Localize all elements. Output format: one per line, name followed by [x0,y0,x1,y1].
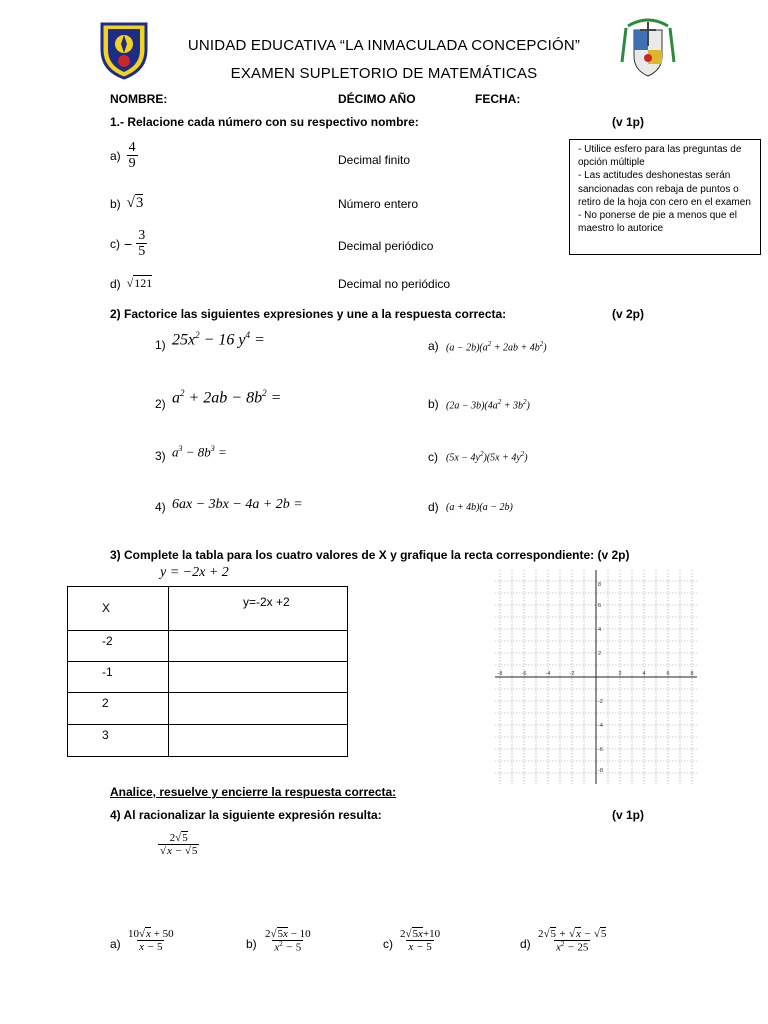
fraction [158,832,199,857]
table-cell-y-empty[interactable] [169,725,348,757]
q4-option-c-label: c) [383,937,393,951]
date-label: FECHA: [475,92,521,106]
q2-label-1: 1) [155,338,166,352]
table-row [68,662,348,693]
q2-option-a-label: a) [428,339,439,353]
school-name: UNIDAD EDUCATIVA “LA INMACULADA CONCEPCIÓN” [187,37,581,54]
x-tick-label: -4 [545,671,551,677]
fraction [536,928,608,954]
numerator: 10√x + 50 [128,928,174,940]
table-cell-y-empty[interactable] [169,631,348,662]
x-tick-label: 8 [690,671,694,677]
numerator: 2√5 [169,832,188,844]
numerator: 2√5 + √x − √5 [538,928,607,940]
denominator: 9 [128,156,136,172]
square-root: √121 [126,276,153,290]
q3-title: 3) Complete la tabla para los cuatro valores de X y grafique la recta correspondiente: (v 2p) [110,548,630,562]
denominator: √x − √5 [160,845,198,858]
denominator: $x^2 - 25$ [556,940,589,954]
q4-option-a-label: a) [110,937,121,951]
table-row [68,631,348,662]
q2-expr-3: $a^3 - 8b^3$ = [172,444,227,460]
numerator: 2√5x − 10 [265,928,311,940]
q2-option-b-label: b) [428,397,439,411]
coordinate-grid[interactable] [493,568,699,786]
x-tick-label: -6 [521,671,527,677]
q1-item-d [110,276,152,291]
denominator: x − 5 [139,941,163,954]
numerator: 4 [128,140,136,155]
table-cell-y-empty[interactable] [169,662,348,693]
table-cell-x: 3 [68,725,169,757]
q2-expr-4: 6ax − 3bx − 4a + 2b = [172,497,303,512]
y-tick-label: -6 [598,747,603,753]
denominator: $x^2 - 5$ [274,940,302,954]
note-2: - Las actitudes deshonestas serán sancionadas con rebaja de puntos o retiro de la hoja con cero en el examen [578,170,751,208]
q2-option-c-label: c) [428,450,438,464]
y-tick-label-bottom: -8 [598,768,603,774]
values-table [67,586,348,757]
q2-option-a: $(a - 2b)(a^2 + 2ab + 4b^2)$ [446,340,547,354]
fraction [126,928,176,953]
x-tick-label: -2 [569,671,575,677]
q2-option-b: $(2a - 3b)(4a^2 + 3b^2)$ [446,398,530,412]
fraction [136,228,147,260]
item-label: a) [110,148,121,163]
note-3: - No ponerse de pie a menos que el maestro lo autorice [578,210,737,235]
numerator: 2√5x+10 [400,928,441,940]
radicand: 121 [134,276,153,290]
numerator: 3 [138,228,146,243]
q2-option-d: (a + 4b)(a − 2b) [446,502,513,513]
name-label: NOMBRE: [110,92,168,106]
exam-title: EXAMEN SUPLETORIO DE MATEMÁTICAS [230,65,538,82]
q2-value: (v 2p) [612,307,645,321]
q2-title: 2) Factorice las siguientes expresiones y une a la respuesta correcta: [110,307,507,321]
table-cell-y-empty[interactable] [169,693,348,725]
y-tick-label: -4 [598,723,603,729]
q4-option-d-label: d) [520,937,531,951]
q4-title: 4) Al racionalizar la siguiente expresión resulta: [110,808,382,822]
q1-item-c [110,228,147,260]
q4-option-b-label: b) [246,937,257,951]
q1-item-a [110,140,138,172]
x-tick-label: 2 [618,671,622,677]
item-label: b) [110,196,121,211]
instructions-box [569,139,761,255]
q1-name-4: Decimal no periódico [338,277,451,291]
instruction-text: Analice, resuelve y encierre la respuesta correcta: [110,785,397,799]
item-label: d) [110,276,121,291]
table-row [68,725,348,757]
q1-value: (v 1p) [612,115,645,129]
fraction [263,928,313,954]
q3-equation: y = −2x + 2 [160,565,229,580]
y-tick-label: 6 [598,603,602,609]
q2-option-d-label: d) [428,500,439,514]
q1-name-2: Número entero [338,197,419,211]
x-tick-label: -8 [497,671,503,677]
q4-expression [158,832,199,857]
q1-title: 1.- Relacione cada número con su respectivo nombre: [110,115,419,129]
q2-label-4: 4) [155,500,166,514]
q4-option-a [126,928,176,953]
q2-label-3: 3) [155,449,166,463]
y-tick-label-top: 8 [598,582,602,588]
q1-name-3: Decimal periódico [338,239,434,253]
q1-name-1: Decimal finito [338,153,411,167]
radicand: 3 [135,195,144,211]
x-tick-label: 4 [642,671,646,677]
square-root: √3 [126,195,144,211]
fraction [127,140,138,172]
q2-expr-2: $a^2 + 2ab - 8b^2$ = [172,388,282,407]
note-1: - Utilice esfero para las preguntas de opción múltiple [578,144,742,169]
q2-label-2: 2) [155,397,166,411]
table-header-x: X [68,587,169,631]
table-header-y: y=-2x +2 [169,587,348,631]
q2-expr-1: $25x^2 - 16$ $y^4$ = [172,330,265,349]
y-tick-label: -2 [598,699,603,705]
q4-option-c [398,928,442,953]
x-tick-label: 6 [666,671,670,677]
y-tick-label: 4 [598,627,602,633]
item-label: c) [110,236,120,251]
table-cell-x: -2 [68,631,169,662]
table-cell-x: -1 [68,662,169,693]
q4-option-d [536,928,608,954]
denominator: 5 [138,244,146,260]
minus-sign: − [124,235,133,252]
q2-option-c: $(5x - 4y^2)(5x + 4y^2)$ [446,450,528,464]
table-cell-x: 2 [68,693,169,725]
q1-item-b [110,195,143,212]
table-row [68,693,348,725]
q4-value: (v 1p) [612,808,645,822]
fraction [398,928,442,953]
denominator: x − 5 [408,941,432,954]
grade-label: DÉCIMO AÑO [338,92,416,106]
y-tick-label: 2 [598,651,602,657]
q4-option-b [263,928,313,954]
